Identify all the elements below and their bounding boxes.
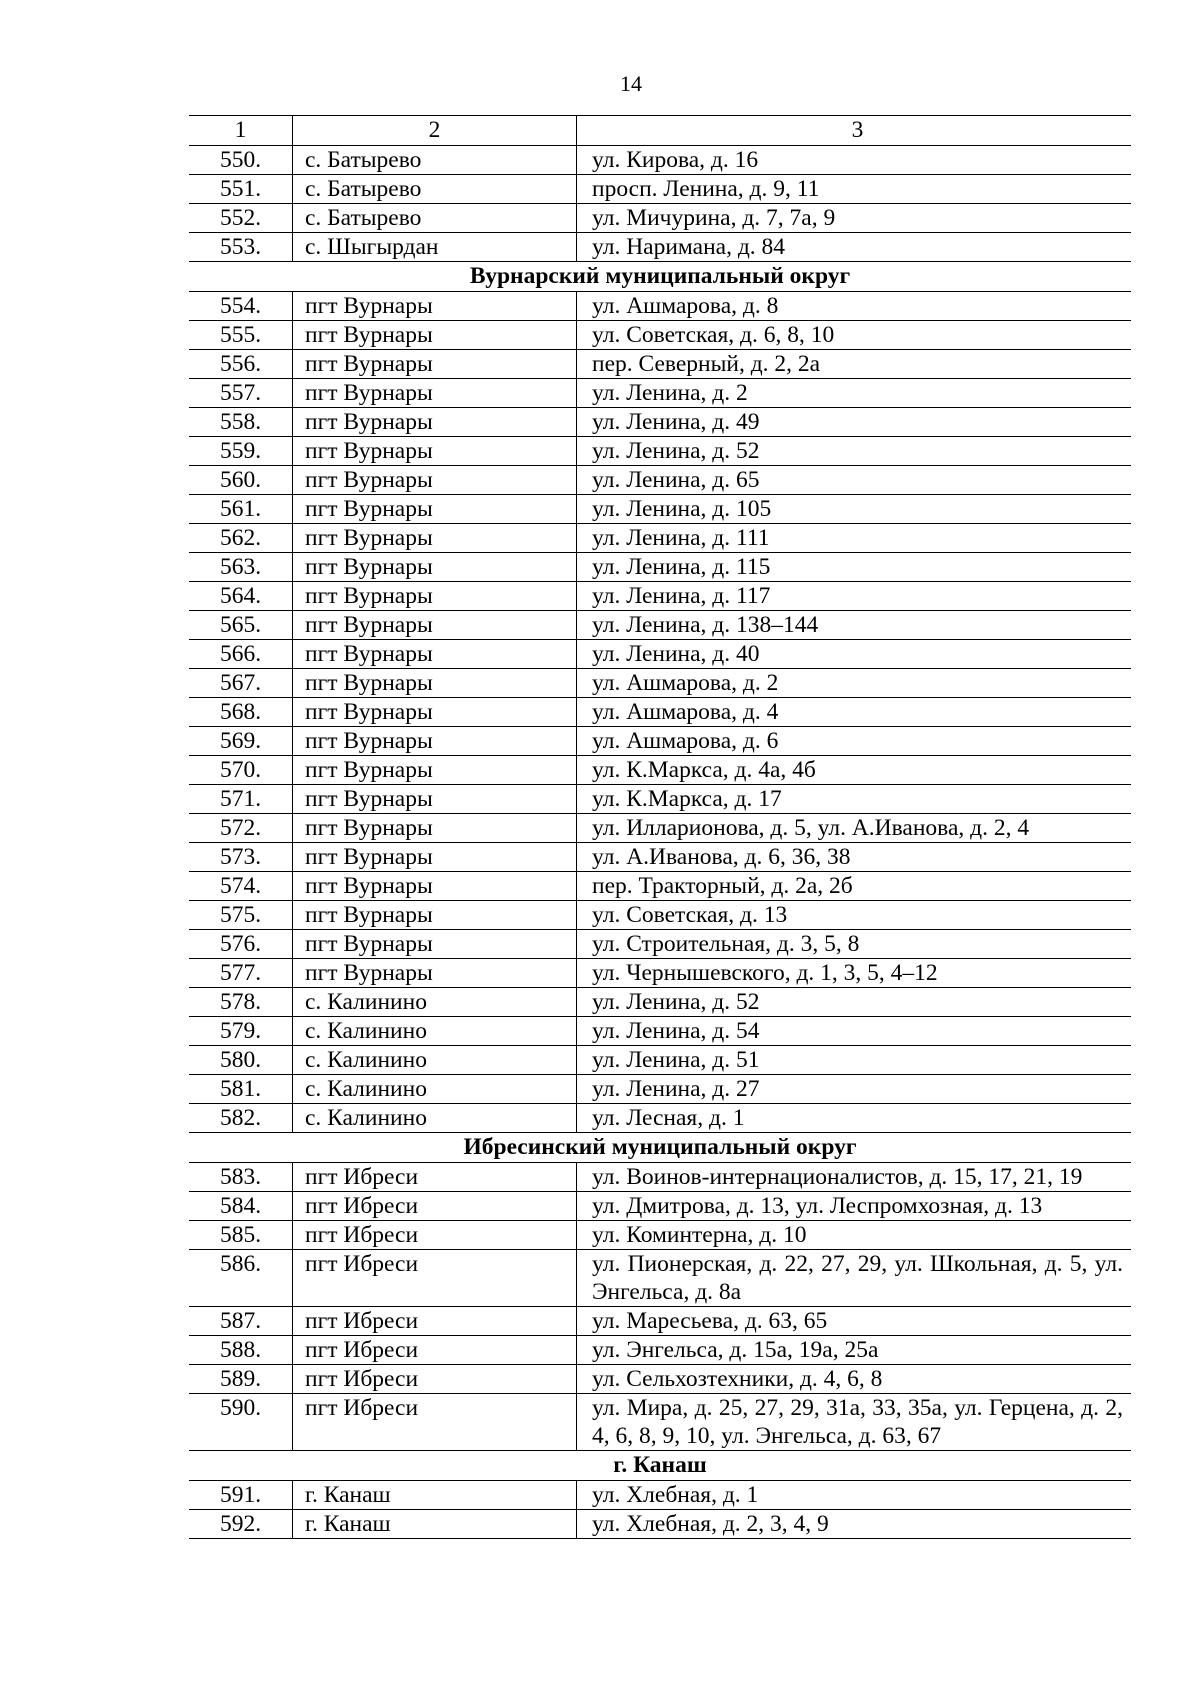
- table-row: [189, 611, 1131, 640]
- settlement-cell: пгт Вурнары: [293, 379, 577, 408]
- row-number: 585.: [189, 1221, 293, 1250]
- address-cell: ул. Ашмарова, д. 2: [577, 669, 1132, 698]
- table-row: [189, 1075, 1131, 1104]
- settlement-cell: пгт Вурнары: [293, 292, 577, 321]
- row-number: 590.: [189, 1394, 293, 1451]
- table-row: [189, 1046, 1131, 1075]
- table-row: [189, 872, 1131, 901]
- header-col-2: 2: [293, 116, 577, 146]
- row-number: 581.: [189, 1075, 293, 1104]
- address-cell: ул. Ленина, д. 111: [577, 524, 1132, 553]
- row-number: 559.: [189, 437, 293, 466]
- settlement-cell: пгт Вурнары: [293, 582, 577, 611]
- table-row: [189, 640, 1131, 669]
- table-row: [189, 292, 1131, 321]
- settlement-cell: с. Калинино: [293, 988, 577, 1017]
- settlement-cell: г. Канаш: [293, 1510, 577, 1539]
- table-row: [189, 1336, 1131, 1365]
- row-number: 583.: [189, 1163, 293, 1192]
- address-cell: ул. Энгельса, д. 15а, 19а, 25а: [577, 1336, 1132, 1365]
- address-cell: ул. Коминтерна, д. 10: [577, 1221, 1132, 1250]
- table-row: [189, 1192, 1131, 1221]
- table-row: [189, 146, 1131, 175]
- settlement-cell: с. Калинино: [293, 1075, 577, 1104]
- address-cell: ул. Советская, д. 6, 8, 10: [577, 321, 1132, 350]
- settlement-cell: пгт Вурнары: [293, 727, 577, 756]
- table-row: [189, 466, 1131, 495]
- settlement-cell: пгт Ибреси: [293, 1336, 577, 1365]
- settlement-cell: с. Калинино: [293, 1046, 577, 1075]
- table-row: [189, 1481, 1131, 1510]
- settlement-cell: пгт Вурнары: [293, 698, 577, 727]
- row-number: 560.: [189, 466, 293, 495]
- address-cell: ул. Мира, д. 25, 27, 29, 31а, 33, 35а, ул. Герцена, д. 2, 4, 6, 8, 9, 10, ул. Энгельса, д. 63, 67: [577, 1394, 1132, 1451]
- settlement-cell: с. Батырево: [293, 146, 577, 175]
- table-row: [189, 175, 1131, 204]
- table-row: [189, 1017, 1131, 1046]
- settlement-cell: пгт Вурнары: [293, 843, 577, 872]
- address-cell: ул. Маресьева, д. 63, 65: [577, 1307, 1132, 1336]
- header-col-1: 1: [189, 116, 293, 146]
- settlement-cell: пгт Вурнары: [293, 466, 577, 495]
- row-number: 570.: [189, 756, 293, 785]
- row-number: 592.: [189, 1510, 293, 1539]
- table-row: [189, 233, 1131, 262]
- row-number: 566.: [189, 640, 293, 669]
- settlement-cell: пгт Вурнары: [293, 901, 577, 930]
- row-number: 558.: [189, 408, 293, 437]
- table-row: [189, 553, 1131, 582]
- row-number: 572.: [189, 814, 293, 843]
- table-row: [189, 1163, 1131, 1192]
- row-number: 580.: [189, 1046, 293, 1075]
- table-row: [189, 669, 1131, 698]
- table-row: [189, 1394, 1131, 1451]
- address-cell: ул. Илларионова, д. 5, ул. А.Иванова, д. 2, 4: [577, 814, 1132, 843]
- settlement-cell: пгт Ибреси: [293, 1307, 577, 1336]
- row-number: 569.: [189, 727, 293, 756]
- address-cell: ул. Ленина, д. 115: [577, 553, 1132, 582]
- settlement-cell: пгт Вурнары: [293, 437, 577, 466]
- row-number: 582.: [189, 1104, 293, 1133]
- settlement-cell: с. Батырево: [293, 204, 577, 233]
- settlement-cell: с. Батырево: [293, 175, 577, 204]
- address-cell: ул. Ленина, д. 2: [577, 379, 1132, 408]
- header-col-3: 3: [577, 116, 1132, 146]
- table-row: [189, 204, 1131, 233]
- row-number: 577.: [189, 959, 293, 988]
- settlement-cell: пгт Вурнары: [293, 930, 577, 959]
- table-row: [189, 582, 1131, 611]
- settlement-cell: пгт Ибреси: [293, 1163, 577, 1192]
- settlement-cell: пгт Вурнары: [293, 785, 577, 814]
- settlement-cell: г. Канаш: [293, 1481, 577, 1510]
- row-number: 564.: [189, 582, 293, 611]
- table-row: [189, 524, 1131, 553]
- address-cell: ул. Ленина, д. 65: [577, 466, 1132, 495]
- row-number: 557.: [189, 379, 293, 408]
- row-number: 571.: [189, 785, 293, 814]
- settlement-cell: пгт Вурнары: [293, 872, 577, 901]
- section-heading-row: [189, 262, 1131, 292]
- table-row: [189, 727, 1131, 756]
- address-cell: ул. Ленина, д. 49: [577, 408, 1132, 437]
- row-number: 568.: [189, 698, 293, 727]
- settlement-cell: пгт Вурнары: [293, 814, 577, 843]
- settlement-cell: пгт Ибреси: [293, 1394, 577, 1451]
- address-cell: ул. Лесная, д. 1: [577, 1104, 1132, 1133]
- table-row: [189, 408, 1131, 437]
- address-cell: ул. Хлебная, д. 1: [577, 1481, 1132, 1510]
- table-row: [189, 1104, 1131, 1133]
- page-number: 14: [620, 71, 642, 96]
- table-row: [189, 959, 1131, 988]
- address-cell: ул. К.Маркса, д. 4а, 4б: [577, 756, 1132, 785]
- row-number: 554.: [189, 292, 293, 321]
- table-row: [189, 1250, 1131, 1307]
- table-row: [189, 756, 1131, 785]
- address-cell: ул. Ленина, д. 138–144: [577, 611, 1132, 640]
- settlement-cell: пгт Ибреси: [293, 1250, 577, 1307]
- address-cell: ул. Ашмарова, д. 4: [577, 698, 1132, 727]
- table-body: [189, 116, 1131, 1539]
- table-row: [189, 1510, 1131, 1539]
- address-cell: ул. Советская, д. 13: [577, 901, 1132, 930]
- address-cell: ул. Ленина, д. 117: [577, 582, 1132, 611]
- address-cell: ул. Дмитрова, д. 13, ул. Леспромхозная, д. 13: [577, 1192, 1132, 1221]
- row-number: 579.: [189, 1017, 293, 1046]
- address-cell: ул. Ленина, д. 54: [577, 1017, 1132, 1046]
- table-row: [189, 843, 1131, 872]
- row-number: 550.: [189, 146, 293, 175]
- row-number: 591.: [189, 1481, 293, 1510]
- table-row: [189, 1365, 1131, 1394]
- row-number: 575.: [189, 901, 293, 930]
- table-row: [189, 1221, 1131, 1250]
- row-number: 576.: [189, 930, 293, 959]
- settlement-cell: пгт Вурнары: [293, 350, 577, 379]
- row-number: 563.: [189, 553, 293, 582]
- settlement-cell: пгт Ибреси: [293, 1365, 577, 1394]
- section-heading: Вурнарский муниципальный округ: [189, 262, 1131, 292]
- address-cell: ул. Наримана, д. 84: [577, 233, 1132, 262]
- address-cell: ул. Сельхозтехники, д. 4, 6, 8: [577, 1365, 1132, 1394]
- address-cell: ул. Ленина, д. 105: [577, 495, 1132, 524]
- address-cell: пер. Северный, д. 2, 2а: [577, 350, 1132, 379]
- section-heading: г. Канаш: [189, 1451, 1131, 1481]
- address-cell: ул. Кирова, д. 16: [577, 146, 1132, 175]
- address-cell: ул. Ленина, д. 52: [577, 437, 1132, 466]
- address-cell: ул. Ленина, д. 51: [577, 1046, 1132, 1075]
- table-row: [189, 698, 1131, 727]
- settlement-cell: пгт Вурнары: [293, 408, 577, 437]
- settlement-cell: пгт Ибреси: [293, 1192, 577, 1221]
- table-row: [189, 814, 1131, 843]
- settlement-cell: пгт Вурнары: [293, 321, 577, 350]
- row-number: 567.: [189, 669, 293, 698]
- section-heading-row: [189, 1133, 1131, 1163]
- row-number: 588.: [189, 1336, 293, 1365]
- row-number: 561.: [189, 495, 293, 524]
- settlement-cell: с. Калинино: [293, 1017, 577, 1046]
- address-cell: ул. Ашмарова, д. 6: [577, 727, 1132, 756]
- section-heading: Ибресинский муниципальный округ: [189, 1133, 1131, 1163]
- address-cell: ул. Хлебная, д. 2, 3, 4, 9: [577, 1510, 1132, 1539]
- row-number: 589.: [189, 1365, 293, 1394]
- address-cell: ул. Чернышевского, д. 1, 3, 5, 4–12: [577, 959, 1132, 988]
- row-number: 586.: [189, 1250, 293, 1307]
- table-row: [189, 437, 1131, 466]
- settlement-cell: пгт Ибреси: [293, 1221, 577, 1250]
- address-cell: ул. Ленина, д. 27: [577, 1075, 1132, 1104]
- address-cell: пер. Тракторный, д. 2а, 2б: [577, 872, 1132, 901]
- row-number: 565.: [189, 611, 293, 640]
- table-row: [189, 350, 1131, 379]
- address-cell: ул. Ленина, д. 40: [577, 640, 1132, 669]
- address-cell: ул. Ленина, д. 52: [577, 988, 1132, 1017]
- table-row: [189, 379, 1131, 408]
- row-number: 587.: [189, 1307, 293, 1336]
- address-cell: просп. Ленина, д. 9, 11: [577, 175, 1132, 204]
- table-row: [189, 930, 1131, 959]
- row-number: 556.: [189, 350, 293, 379]
- settlement-cell: с. Шыгырдан: [293, 233, 577, 262]
- section-heading-row: [189, 1451, 1131, 1481]
- table-row: [189, 321, 1131, 350]
- row-number: 555.: [189, 321, 293, 350]
- settlement-cell: пгт Вурнары: [293, 669, 577, 698]
- address-cell: ул. Ашмарова, д. 8: [577, 292, 1132, 321]
- table-row: [189, 901, 1131, 930]
- address-cell: ул. Мичурина, д. 7, 7а, 9: [577, 204, 1132, 233]
- address-cell: ул. Пионерская, д. 22, 27, 29, ул. Школьная, д. 5, ул. Энгельса, д. 8а: [577, 1250, 1132, 1307]
- settlement-cell: пгт Вурнары: [293, 553, 577, 582]
- row-number: 578.: [189, 988, 293, 1017]
- address-cell: ул. А.Иванова, д. 6, 36, 38: [577, 843, 1132, 872]
- row-number: 553.: [189, 233, 293, 262]
- row-number: 562.: [189, 524, 293, 553]
- settlement-cell: с. Калинино: [293, 1104, 577, 1133]
- address-cell: ул. Воинов-интернационалистов, д. 15, 17, 21, 19: [577, 1163, 1132, 1192]
- row-number: 574.: [189, 872, 293, 901]
- row-number: 573.: [189, 843, 293, 872]
- row-number: 551.: [189, 175, 293, 204]
- row-number: 584.: [189, 1192, 293, 1221]
- table-row: [189, 785, 1131, 814]
- settlement-cell: пгт Вурнары: [293, 495, 577, 524]
- address-cell: ул. Строительная, д. 3, 5, 8: [577, 930, 1132, 959]
- address-cell: ул. К.Маркса, д. 17: [577, 785, 1132, 814]
- table-row: [189, 495, 1131, 524]
- table-header-row: [189, 116, 1131, 146]
- settlement-cell: пгт Вурнары: [293, 640, 577, 669]
- settlement-cell: пгт Вурнары: [293, 524, 577, 553]
- address-table: [189, 115, 1131, 1539]
- row-number: 552.: [189, 204, 293, 233]
- settlement-cell: пгт Вурнары: [293, 611, 577, 640]
- settlement-cell: пгт Вурнары: [293, 959, 577, 988]
- table-row: [189, 1307, 1131, 1336]
- table-row: [189, 988, 1131, 1017]
- settlement-cell: пгт Вурнары: [293, 756, 577, 785]
